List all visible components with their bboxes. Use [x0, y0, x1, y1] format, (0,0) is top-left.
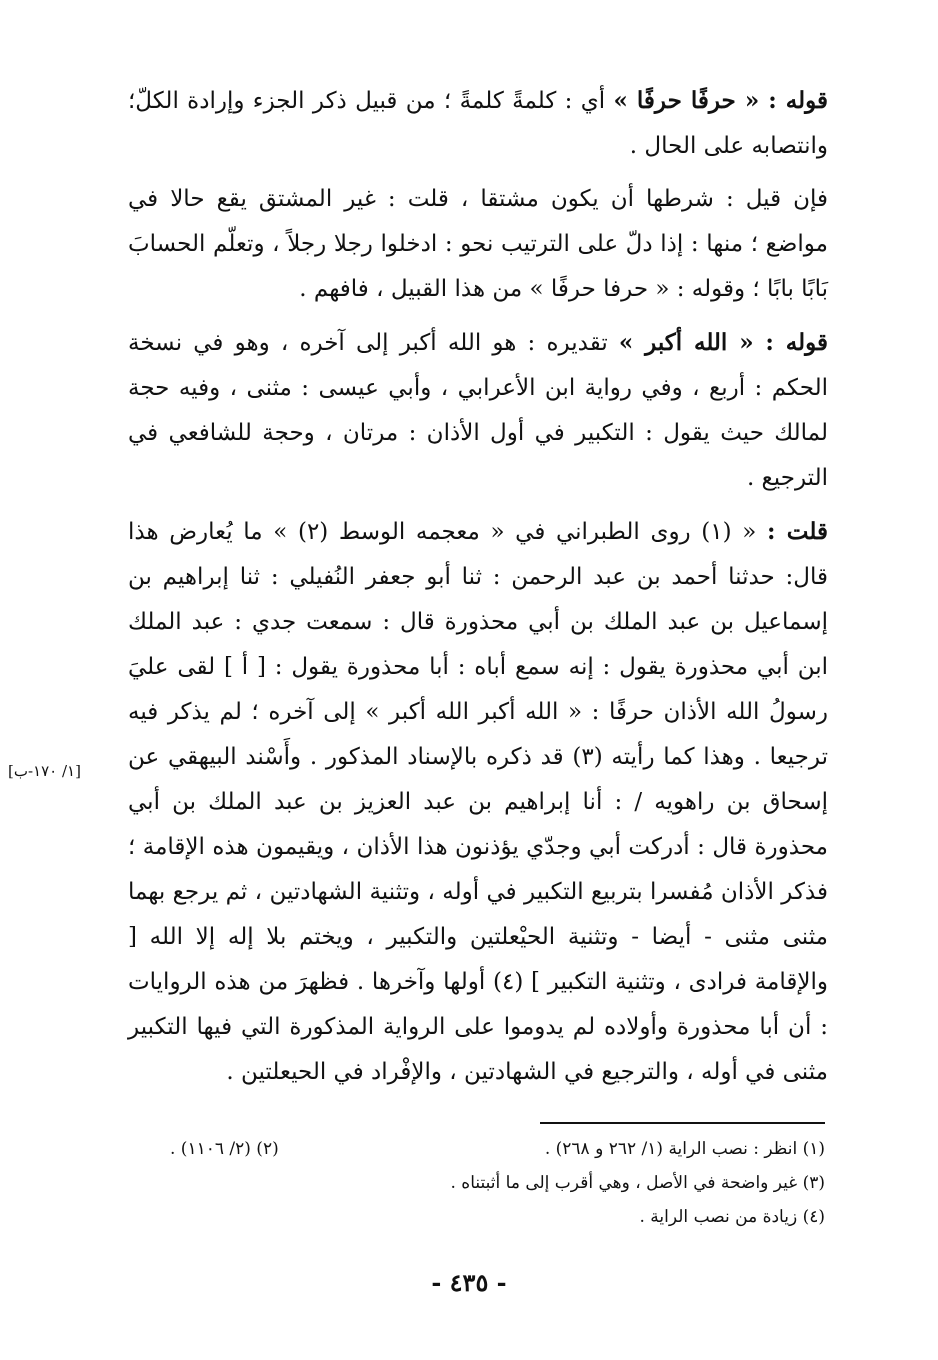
paragraph-1-lead: قوله : « حرفًا حرفًا » — [613, 87, 828, 114]
main-text — [128, 78, 828, 1103]
footnote-separator — [540, 1122, 825, 1124]
manuscript-folio-note: [١/ ١٧٠-ب] — [8, 762, 81, 780]
footnotes — [170, 1132, 825, 1234]
paragraph-4 — [128, 509, 828, 1095]
footnote-3: (٣) غير واضحة في الأصل ، وهي أقرب إلى ما أثبتناه . — [450, 1173, 825, 1193]
paragraph-4-text: « (١) روى الطبراني في « معجمه الوسط (٢) » ما يُعارض هذا قال: حدثنا أحمد بن عبد الرحمن : ثنا أبو جعفر النُفيلي : ثنا إبراهيم بن إسماعيل بن عبد الملك بن أبي محذورة قال : سمعت جدي : عبد الملك ابن أبي محذورة يقول : إنه سمع أباه : أبا محذورة يقول : [ أ ] لقى عليَ رسولُ الله الأذان حرفًا : « الله أكبر الله أكبر » إلى آخره ؛ لم يذكر فيه ترجيعا . وهذا كما رأيته (٣) قد ذكره بالإسناد المذكور . وأَسْند البيهقي عن إسحاق بن راهويه / : أنا إبراهيم بن عبد العزيز بن عبد الملك بن أبي محذورة قال : أدركت أبي وجدّي يؤذنون هذا الأذان ، ويقيمون هذه الإقامة ؛ فذكر الأذان مُفسرا بتربيع التكبير في أوله ، وتثنية الشهادتين ، ثم يرجع بهما مثنى مثنى - أيضا - وتثنية الحيْعلتين والتكبير ، ويختم بلا إله إلا الله [ والإقامة فرادى ، وتثنية التكبير ] (٤) أولها وآخرها . فظهرَ من هذه الروايات : أن أبا محذورة وأولاده لم يدوموا على الرواية المذكورة التي فيها التكبير مثنى في أوله ، والترجيع في الشهادتين ، والإفْراد في الحيعلتين . — [128, 519, 829, 1085]
footnote-1: (١) انظر : نصب الراية (١/ ٢٦٢ و ٢٦٨) . — [544, 1139, 825, 1159]
paragraph-1 — [128, 78, 828, 169]
paragraph-3 — [128, 320, 828, 501]
paragraph-2 — [128, 177, 828, 312]
paragraph-2-text: فإن قيل : شرطها أن يكون مشتقا ، قلت : غير المشتق يقع حالا في مواضع ؛ منها : إذا دلّ على الترتيب نحو : ادخلوا رجلا رجلاً ، وتعلّم الحسابَ بَابًا بابًا ؛ وقوله : « حرفا حرفًا » من هذا القبيل ، فافهم . — [128, 186, 828, 302]
page-number: - ٤٣٥ - — [431, 1268, 507, 1297]
footnote-2: (٢) (٢/ ١١٠٦) . — [170, 1139, 279, 1159]
footnote-4: (٤) زيادة من نصب الراية . — [639, 1207, 825, 1227]
paragraph-1-text: أي : كلمةً كلمةً ؛ من قبيل ذكر الجزء وإرادة الكلّ؛ وانتصابه على الحال . — [128, 88, 828, 159]
paragraph-4-lead: قلت : — [766, 518, 828, 545]
paragraph-3-text: تقديره : هو الله أكبر إلى آخره ، وهو في نسخة الحكم : أربع ، وفي رواية ابن الأعرابي ، وأبي عيسى : مثنى ، وفيه حجة لمالك حيث يقول : التكبير في أول الأذان : مرتان ، وحجة للشافعي في الترجيع . — [128, 330, 828, 491]
paragraph-3-lead: قوله : « الله أكبر » — [618, 329, 828, 356]
footnote-row-1 — [170, 1132, 825, 1166]
